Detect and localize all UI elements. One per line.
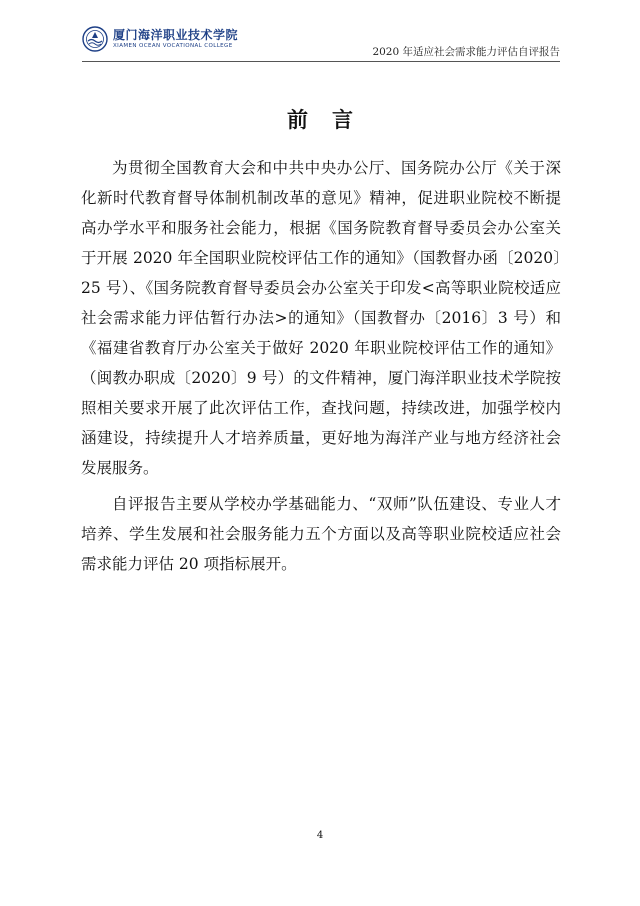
body-paragraph: 自评报告主要从学校办学基础能力、“双师”队伍建设、专业人才培养、学生发展和社会服务能力五个方面以及高等职业院校适应社会需求能力评估 20 项指标展开。 bbox=[81, 495, 561, 573]
body-paragraph: 为贯彻全国教育大会和中共中央办公厅、国务院办公厅《关于深化新时代教育督导体制机制改革的意见》精神，促进职业院校不断提高办学水平和服务社会能力，根据《国务院教育督导委员会办公室关于开展 2020 年全国职业院校评估工作的通知》（国教督办函〔2020〕25 号）、《国务院教育督导委员会办公室关于印发<高等职业院校适应社会需求能力评估暂行办法>的通知》（国教督办〔2016〕3 号）和《福建省教育厅办公室关于做好 2020 年职业院校评估工作的通知》（闽教办职成〔2020〕9 号）的文件精神，厦门海洋职业技术学院按照相关要求开展了此次评估工作，查找问题，持续改进，加强学校内涵建设，持续提升人才培养质量，更好地为海洋产业与地方经济社会发展服务。 bbox=[81, 159, 561, 477]
report-title: 2020 年适应社会需求能力评估自评报告 bbox=[372, 46, 560, 58]
college-logo bbox=[82, 26, 238, 52]
header-divider bbox=[82, 61, 560, 62]
page-heading: 前言 bbox=[287, 107, 377, 132]
logo-english-name: XIAMEN OCEAN VOCATIONAL COLLEGE bbox=[113, 43, 233, 49]
page-number: 4 bbox=[316, 830, 324, 841]
logo-chinese-name: 厦门海洋职业技术学院 bbox=[113, 28, 239, 42]
page-header bbox=[82, 22, 560, 62]
college-seal-icon bbox=[82, 26, 108, 52]
